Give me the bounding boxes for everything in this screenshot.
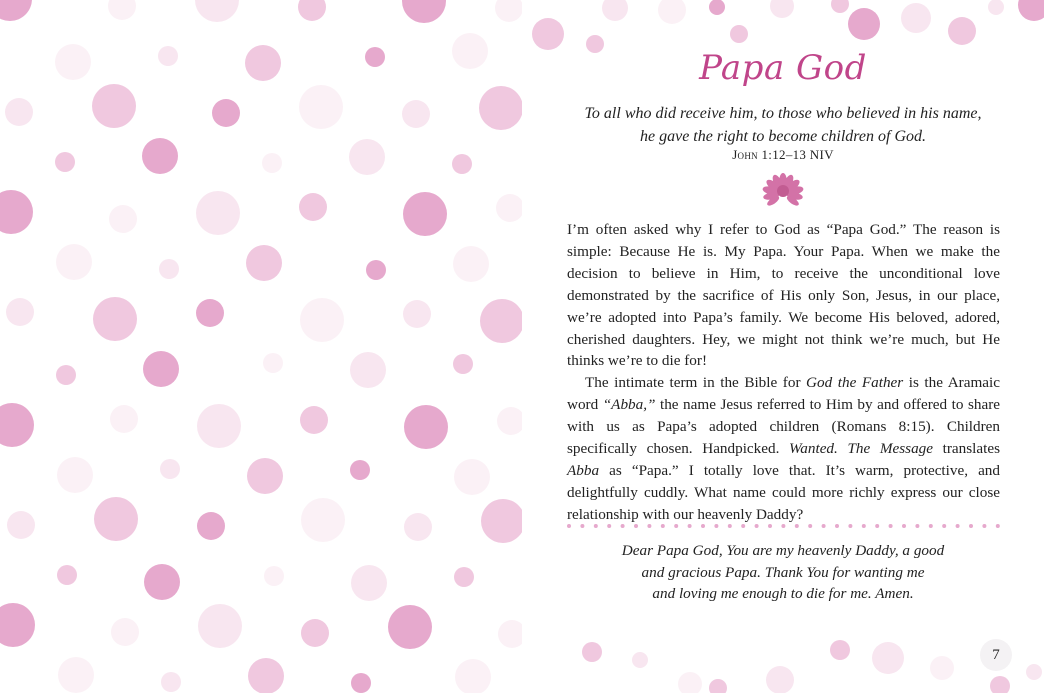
polka-dot	[948, 17, 976, 45]
divider-dot	[728, 524, 732, 528]
polka-dot	[455, 659, 491, 693]
polka-dot	[452, 154, 472, 174]
polka-dot	[403, 192, 447, 236]
divider-dot	[996, 524, 1000, 528]
polka-dot	[195, 0, 239, 22]
polka-dot	[709, 0, 725, 15]
divider-dot	[929, 524, 933, 528]
polka-dot	[602, 0, 628, 21]
polka-dot	[766, 666, 794, 693]
body-text	[567, 219, 1000, 526]
polka-dot	[453, 354, 473, 374]
divider-dot	[634, 524, 638, 528]
polka-dot	[730, 25, 748, 43]
divider-dot	[942, 524, 946, 528]
polka-dot	[388, 605, 432, 649]
polka-dot	[247, 458, 283, 494]
polka-dot	[532, 18, 564, 50]
polka-dot	[497, 407, 522, 435]
divider-dot	[567, 524, 571, 528]
polka-dot	[245, 45, 281, 81]
polka-dot	[58, 657, 94, 693]
polka-dot	[349, 139, 385, 175]
polka-dot	[56, 365, 76, 385]
divider-dot	[808, 524, 812, 528]
polka-dot	[351, 565, 387, 601]
polka-dot	[94, 497, 138, 541]
dotted-divider	[567, 522, 1000, 530]
scripture-reference	[522, 147, 1044, 163]
polka-dot	[848, 8, 880, 40]
divider-dot	[661, 524, 665, 528]
polka-dot	[198, 604, 242, 648]
polka-dot	[299, 85, 343, 129]
polka-dot	[901, 3, 931, 33]
polka-dot	[111, 618, 139, 646]
polka-dot	[930, 656, 954, 680]
polka-dot	[92, 84, 136, 128]
polka-dot	[93, 297, 137, 341]
polka-dot	[454, 459, 490, 495]
divider-dot	[647, 524, 651, 528]
polka-dot	[658, 0, 686, 24]
polka-dot	[479, 86, 522, 130]
polka-dot	[262, 153, 282, 173]
polka-dot	[830, 640, 850, 660]
divider-dot	[621, 524, 625, 528]
polka-dot	[301, 619, 329, 647]
polka-dot	[197, 404, 241, 448]
divider-dot	[982, 524, 986, 528]
polka-dot	[404, 405, 448, 449]
divider-dot	[902, 524, 906, 528]
divider-dot	[768, 524, 772, 528]
polka-dot	[498, 620, 522, 648]
polka-dot	[246, 245, 282, 281]
polka-dot	[709, 679, 727, 693]
polka-dot	[831, 0, 849, 13]
polka-dot	[0, 603, 35, 647]
polka-dot	[632, 652, 648, 668]
polka-dot	[404, 513, 432, 541]
divider-dot	[755, 524, 759, 528]
polka-dot	[160, 459, 180, 479]
polka-dot	[990, 676, 1010, 693]
polka-dot	[263, 353, 283, 373]
divider-dot	[956, 524, 960, 528]
polka-dot	[298, 0, 326, 21]
divider-dot	[889, 524, 893, 528]
polka-dot	[678, 672, 702, 693]
scripture-reference-text: John 1:12–13 NIV	[732, 147, 834, 162]
polka-dot	[1018, 0, 1044, 21]
page-number: 7	[980, 639, 1012, 671]
prayer-line-3: and loving me enough to die for me. Amen.	[652, 585, 914, 602]
polka-dot	[248, 658, 284, 693]
polka-dot	[57, 457, 93, 493]
polka-dot	[872, 642, 904, 674]
divider-dot	[594, 524, 598, 528]
polka-dot	[0, 0, 32, 21]
polka-dot	[480, 299, 522, 343]
scripture-verse: To all who did receive him, to those who believed in his name, he gave the right to become children of God.	[584, 105, 982, 145]
flower-icon	[755, 170, 811, 216]
polka-dot	[143, 351, 179, 387]
divider-dot	[969, 524, 973, 528]
prayer	[582, 540, 984, 605]
polka-dot	[7, 511, 35, 539]
divider-dot	[580, 524, 584, 528]
divider-dot	[701, 524, 705, 528]
divider-dot	[795, 524, 799, 528]
polka-dot	[57, 565, 77, 585]
polka-dot	[196, 299, 224, 327]
prayer-line-1: Dear Papa God, You are my heavenly Daddy, a good	[621, 542, 945, 559]
polka-dot	[212, 99, 240, 127]
divider-dot	[875, 524, 879, 528]
divider-dot	[822, 524, 826, 528]
polka-dot	[5, 98, 33, 126]
divider-dot	[848, 524, 852, 528]
polka-dot	[365, 47, 385, 67]
polka-dot	[402, 0, 446, 23]
polka-dot	[454, 567, 474, 587]
polka-dot	[453, 246, 489, 282]
divider-dot	[607, 524, 611, 528]
prayer-line-2: and gracious Papa. Thank You for wanting me	[641, 563, 925, 581]
divider-dot	[781, 524, 785, 528]
polka-dot	[403, 300, 431, 328]
polka-dot	[142, 138, 178, 174]
polka-dot	[197, 512, 225, 540]
polka-dot	[0, 403, 34, 447]
paragraph-2: The intimate term in the Bible for God the Father is the Aramaic word “Abba,” the name Jesus referred to Him by and offered to share with us as Papa’s adopted children (Romans 8:15). Children specifically chosen. Handpicked. Wanted. The Message translates Abba as “Papa.” I totally love that. It’s warm, protective, and delightfully cuddly. What name could more richly express our close relationship with our heavenly Daddy?	[567, 374, 1000, 523]
polka-dot	[196, 191, 240, 235]
polka-dot	[300, 406, 328, 434]
polka-dot	[350, 460, 370, 480]
polka-dot	[582, 642, 602, 662]
polka-dot	[158, 46, 178, 66]
polka-dot	[402, 100, 430, 128]
divider-dot	[674, 524, 678, 528]
divider-dot	[714, 524, 718, 528]
polka-dot	[495, 0, 522, 22]
paragraph-1: I’m often asked why I refer to God as “Papa God.” The reason is simple: Because He is. My Papa. Your Papa. When we make the decision to believe in Him, to receive the unconditional love demonstrated by the sacrifice of His only Son, Jesus, in our place, we’re adopted into Papa’s family. We become His beloved, adored, cherished daughters. Hey, we might not think we’re much, but He thinks we’re to die for!	[567, 221, 1000, 370]
polka-dot	[988, 0, 1004, 15]
polka-dot	[452, 33, 488, 69]
polka-dot	[110, 405, 138, 433]
polka-dot	[159, 259, 179, 279]
right-page	[522, 0, 1044, 693]
divider-dot	[835, 524, 839, 528]
polka-dot	[108, 0, 136, 20]
divider-dot	[862, 524, 866, 528]
polka-dot	[481, 499, 522, 543]
page-title: Papa God	[699, 48, 867, 88]
polka-dot	[0, 190, 33, 234]
polka-dot	[300, 298, 344, 342]
polka-dot	[144, 564, 180, 600]
divider-dot	[741, 524, 745, 528]
polka-dot	[351, 673, 371, 693]
polka-dot	[55, 152, 75, 172]
polka-dot	[770, 0, 794, 18]
polka-dot	[496, 194, 522, 222]
polka-dot	[56, 244, 92, 280]
polka-dot	[301, 498, 345, 542]
polka-dot	[55, 44, 91, 80]
polka-dot	[299, 193, 327, 221]
divider-dot	[915, 524, 919, 528]
polka-dot	[161, 672, 181, 692]
polka-dot	[366, 260, 386, 280]
polka-dot	[109, 205, 137, 233]
polka-dot	[264, 566, 284, 586]
polka-dot	[6, 298, 34, 326]
polka-dot	[350, 352, 386, 388]
polka-dot	[1026, 664, 1042, 680]
divider-dot	[688, 524, 692, 528]
